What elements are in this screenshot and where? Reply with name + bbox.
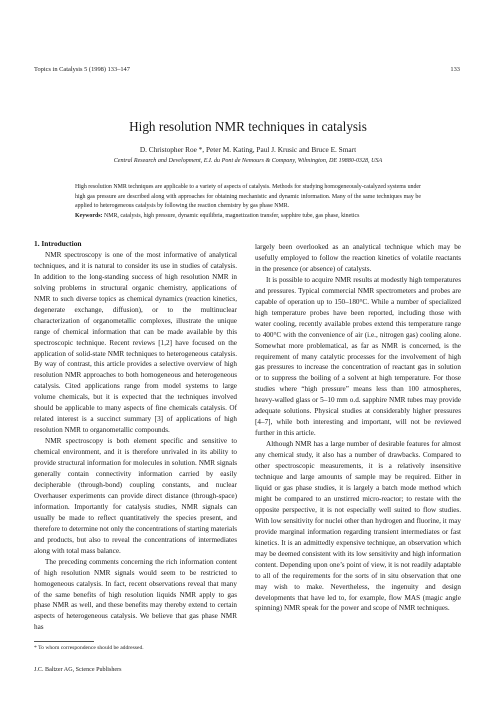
body-paragraph: NMR spectroscopy is both element specific and sensitive to chemical environment, and it is therefore unrivaled in its ability to provide structural information for molecules in solution. NMR signals generally contain connectivity information carried by easily decipherable (through-bond) coupling constants, and nuclear Overhauser experiments can provide direct distance (through-space) information. Importantly for catalysis studies, NMR signals can usually be made to reflect quantitatively the species present, and therefore to determine not only the concentrations of starting materials and products, but also to reveal the concentrations of intermediates along with total mass balance. (34, 437, 237, 555)
keywords-text: NMR, catalysis, high pressure, dynamic equilibria, magnetization transfer, sapphire tube, gas phase, kinetics (102, 213, 360, 219)
body-paragraph: NMR spectroscopy is one of the most informative of analytical techniques, and it is natural to consider its use in studies of catalysis. In addition to the long-standing success of high resolution NMR in solving problems in structural organic chemistry, applications of NMR to such diverse topics as chemical dynamics (reaction kinetics, degenerate exchange, diffusion), or to the multinuclear characterization of organometallic complexes, illustrate the unique range of chemical information that can be made available by this spectroscopic technique. Recent reviews [1,2] have focused on the application of solid-state NMR techniques to heterogeneous catalysis. By way of contrast, this article provides a selective overview of high resolution NMR approaches to both homogeneous and heterogeneous catalysis. Cited applications range from model systems to large volume chemicals, but it is expected that the techniques involved should be applicable to many aspects of fine chemicals catalysis. Of related interest is a succinct summary [3] of applications of high resolution NMR to organometallic compounds. (34, 250, 237, 435)
footnote-rule (34, 641, 94, 642)
body-paragraph: The preceding comments concerning the rich information content of high resolution NMR signals would seem to be restricted to homogeneous catalysis. In fact, recent observations reveal that many of the same benefits of high resolution liquids NMR apply to gas phase NMR as well, and these benefits may thereby extend to certain aspects of heterogeneous catalysis. We believe that gas phase NMR has (34, 557, 237, 632)
body-paragraph: largely been overlooked as an analytical technique which may be usefully employed to follow the reaction kinetics of volatile reactants in the presence (or absence) of catalysts. (255, 243, 461, 273)
body-paragraph: Although NMR has a large number of desirable features for almost any chemical study, it also has a number of drawbacks. Compared to other spectroscopic measurements, it is a relatively insensitive technique and large amounts of sample may be required. Either in liquid or gas phase studies, it is largely a batch mode method which might be compared to an unstirred micro-reactor; to restate with the opposite perspective, it is not especially well suited to flow studies. With low sensitivity for nuclei other than hydrogen and fluorine, it may provide marginal information regarding transient intermediates or fast kinetics. It is an admittedly expensive technique, an observation which may be deemed consistent with its low sensitivity and high information content. Depending upon one’s point of view, it is not readily adaptable to all of the requirements for the sorts of in situ observation that one may wish to make. Nevertheless, the ingenuity and design developments that have led to, for example, flow MAS (magic angle spinning) NMR speak for the power and scope of NMR techniques. (255, 440, 461, 613)
author-list: D. Christopher Roe *, Peter M. Kating, Paul J. Krusic and Bruce E. Smart (139, 145, 357, 154)
page-number: 133 (450, 66, 460, 73)
publisher-line: J.C. Baltzer AG, Science Publishers (34, 667, 122, 673)
journal-citation: Topics in Catalysis 5 (1998) 133–147 (34, 66, 130, 73)
left-column (34, 239, 237, 633)
abstract: High resolution NMR techniques are applicable to a variety of aspects of catalysis. Methods for studying homogeneously-catalyzed systems under high gas pressure are described along with approaches for obtaining mechanistic and dynamic information. Many of the same techniques may be applied to heterogeneous catalysis by following the reaction chemistry by gas phase NMR. (75, 184, 421, 210)
footnote: * To whom correspondence should be addressed. (34, 645, 144, 651)
article-title: High resolution NMR techniques in catalysis (129, 119, 367, 134)
section-heading: 1. Introduction (34, 239, 82, 248)
affiliation: Central Research and Development, E.I. du Pont de Nemours & Company, Wilmington, DE 19880-0328, USA (113, 158, 383, 164)
body-paragraph: It is possible to acquire NMR results at modestly high temperatures and pressures. Typical commercial NMR spectrometers and probes are capable of operation up to 150–180°C. While a number of specialized high temperature probes have been reported, including those with water cooling, recently available probes extend this temperature range to 400°C with the convenience of air (i.e., nitrogen gas) cooling alone. Somewhat more problematical, as far as NMR is concerned, is the requirement of many catalytic processes for the involvement of high gas pressures to increase the concentration of reactant gas in solution or to suppress the boiling of a solvent at high temperature. For those studies where “high pressure” means less than 100 atmospheres, heavy-walled glass or 5–10 mm o.d. sapphire NMR tubes may provide adequate solutions. Physical studies at considerably higher pressures [4–7], while both interesting and important, will not be reviewed further in this article. (255, 275, 461, 438)
keywords-label: Keywords: (75, 213, 103, 219)
right-column (255, 242, 461, 614)
keywords (75, 212, 421, 221)
